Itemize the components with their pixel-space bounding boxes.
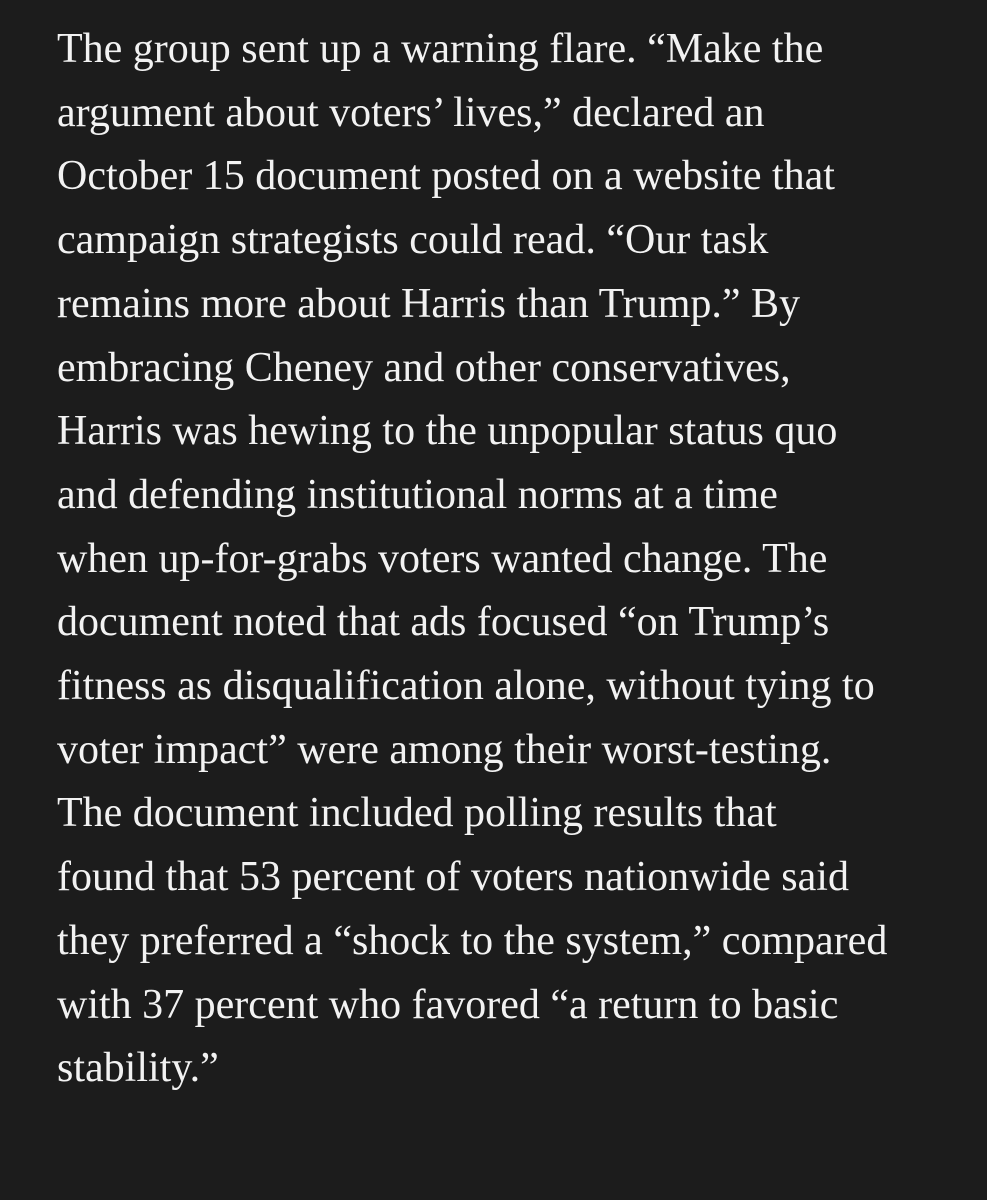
paragraph-line: voter impact” were among their worst-testing. [57, 726, 832, 773]
paragraph-line: and defending institutional norms at a time [57, 471, 778, 518]
paragraph-line: The group sent up a warning flare. “Make the [57, 26, 824, 72]
paragraph-line: Harris was hewing to the unpopular status quo [57, 408, 838, 455]
paragraph-line: argument about voters’ lives,” declared an [57, 89, 765, 136]
paragraph-line: embracing Cheney and other conservatives, [57, 344, 791, 391]
paragraph-line: October 15 document posted on a website that [57, 153, 835, 200]
paragraph-line: fitness as disqualification alone, without tying to [57, 663, 875, 710]
article-paragraph [57, 18, 957, 1101]
paragraph-line: document noted that ads focused “on Trump’s [57, 599, 830, 646]
paragraph-line: with 37 percent who favored “a return to basic [57, 981, 839, 1028]
paragraph-line: stability.” [57, 1045, 219, 1092]
paragraph-line: The document included polling results that [57, 790, 777, 837]
paragraph-line: they preferred a “shock to the system,” compared [57, 917, 888, 964]
paragraph-line: when up-for-grabs voters wanted change. The [57, 535, 828, 582]
paragraph-line: found that 53 percent of voters nationwide said [57, 854, 849, 901]
paragraph-line: remains more about Harris than Trump.” By [57, 280, 801, 327]
paragraph-line: campaign strategists could read. “Our task [57, 217, 769, 264]
